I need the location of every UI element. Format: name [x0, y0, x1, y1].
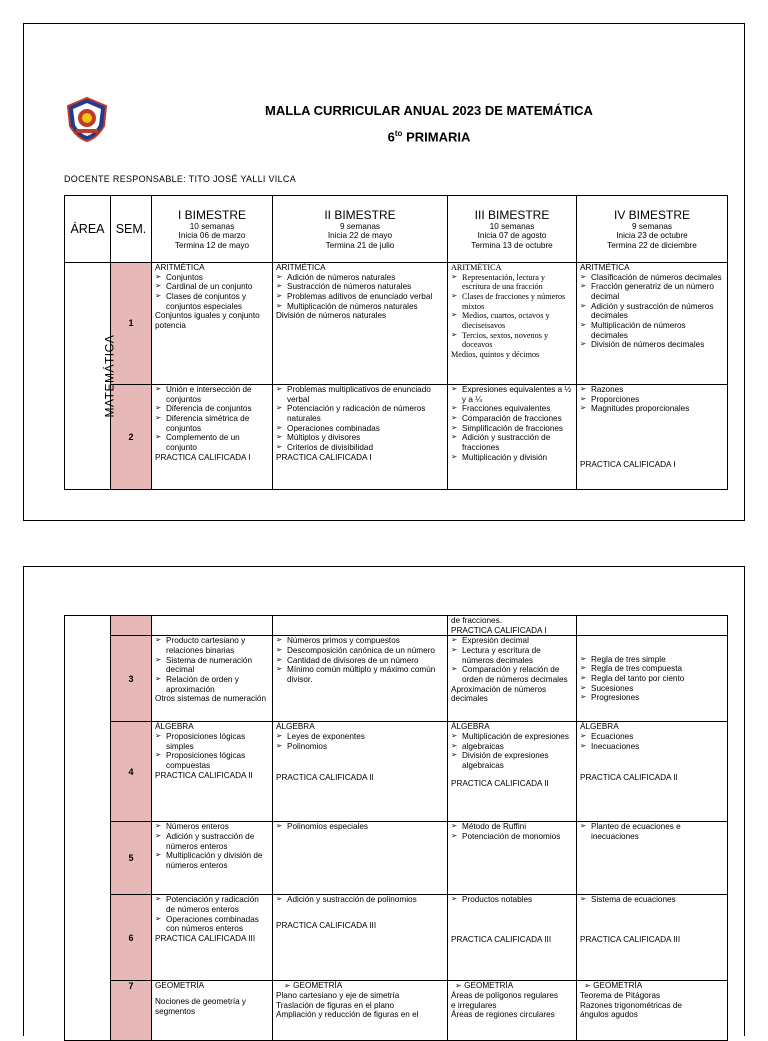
header-bimestre-1: I BIMESTRE 10 semanas Inicia 06 de marzo Termina 12 de mayo	[152, 196, 273, 263]
sem-cell: 5	[111, 822, 152, 895]
cell-r1-b4: ARITMÉTICA ➢ Clasificación de números decimales ➢ Fracción generatriz de un número decimal ➢ Adición y sustracción de números decimales ➢ Multiplicación de números decimales ➢ División de números decimales	[577, 263, 728, 385]
sem-cell: 4	[111, 722, 152, 822]
cell-r7-b2: ➢ GEOMETRÍA Plano cartesiano y eje de simetría Traslación de figuras en el plano Ampliación y reducción de figuras en el	[273, 981, 448, 1041]
cell-r2b-b2	[273, 616, 448, 636]
curriculum-table-page1	[64, 195, 728, 490]
header-area: ÁREA	[65, 196, 111, 263]
cell-r4-b3: ÁLGEBRA ➢ Multiplicación de expresiones ➢ algebraicas ➢ División de expresiones algebraicas PRACTICA CALIFICADA II	[448, 722, 577, 822]
cell-r6-b4: ➢ Sistema de ecuaciones PRACTICA CALIFICADA III	[577, 895, 728, 981]
cell-r2b-b3: de fracciones. PRACTICA CALIFICADA I	[448, 616, 577, 636]
cell-r4-b4: ÁLGEBRA ➢ Ecuaciones ➢ Inecuaciones PRACTICA CALIFICADA II	[577, 722, 728, 822]
cell-r1-b2: ARITMÉTICA ➢ Adición de números naturales ➢ Sustracción de números naturales ➢ Problemas aditivos de enunciado verbal ➢ Multiplicación de números naturales División de números naturales	[273, 263, 448, 385]
cell-r2-b1: ➢ Unión e intersección de conjuntos ➢ Diferencia de conjuntos ➢ Diferencia simétrica de conjuntos ➢ Complemento de un conjunto PRACTICA CALIFICADA I	[152, 385, 273, 490]
cell-r3-b1: ➢ Producto cartesiano y relaciones binarias ➢ Sistema de numeración decimal ➢ Relación de orden y aproximación Otros sistemas de numeración	[152, 636, 273, 722]
cell-r1-b3: ARITMÉTICA ➢ Representación, lectura y escritura de una fracción ➢ Clases de fracciones y números mixtos ➢ Medios, cuartos, octavos y dieciseisavos ➢ Tercios, sextos, novenos y doceavos Medios, quintos y décimos	[448, 263, 577, 385]
cell-r6-b1: ➢ Potenciación y radicación de números enteros ➢ Operaciones combinadas con números enteros PRACTICA CALIFICADA III	[152, 895, 273, 981]
cell-r1-b1: ARITMÉTICA ➢ Conjuntos ➢ Cardinal de un conjunto ➢ Clases de conjuntos y conjuntos especiales Conjuntos iguales y conjunto potencia	[152, 263, 273, 385]
cell-r2-b3: ➢ Expresiones equivalentes a ½ y a ¼ ➢ Fracciones equivalentes ➢ Comparación de fracciones ➢ Simplificación de fracciones ➢ Adición y sustracción de fracciones ➢ Multiplicación y división	[448, 385, 577, 490]
cell-r5-b3: ➢ Método de Ruffini ➢ Potenciación de monomios	[448, 822, 577, 895]
cell-r2b-b1	[152, 616, 273, 636]
document-page-2	[23, 566, 745, 1036]
header-bimestre-4: IV BIMESTRE 9 semanas Inicia 23 de octubre Termina 22 de diciembre	[577, 196, 728, 263]
area-cell: MATEMÁTICA	[65, 263, 111, 490]
cell-r6-b3: ➢ Productos notables PRACTICA CALIFICADA III	[448, 895, 577, 981]
cell-r3-b3: ➢ Expresión decimal ➢ Lectura y escritura de números decimales ➢ Comparación y relación de orden de números decimales Aproximación de números decimales	[448, 636, 577, 722]
cell-r5-b1: ➢ Números enteros ➢ Adición y sustracción de números enteros ➢ Multiplicación y división de números enteros	[152, 822, 273, 895]
sem-cell	[111, 616, 152, 636]
header-bimestre-2: II BIMESTRE 9 semanas Inicia 22 de mayo Termina 21 de julio	[273, 196, 448, 263]
sem-cell: 1	[111, 263, 152, 385]
cell-r6-b2: ➢ Adición y sustracción de polinomios PRACTICA CALIFICADA III	[273, 895, 448, 981]
cell-r7-b1: GEOMETRÍA Nociones de geometría y segmentos	[152, 981, 273, 1041]
header-bimestre-3: III BIMESTRE 10 semanas Inicia 07 de agosto Termina 13 de octubre	[448, 196, 577, 263]
header-sem: SEM.	[111, 196, 152, 263]
cell-r2-b2: ➢ Problemas multiplicativos de enunciado verbal ➢ Potenciación y radicación de números naturales ➢ Operaciones combinadas ➢ Múltiplos y divisores ➢ Criterios de divisibilidad PRACTICA CALIFICADA I	[273, 385, 448, 490]
school-crest-logo	[64, 96, 110, 142]
curriculum-table-page2	[64, 615, 728, 1041]
cell-r5-b2: ➢ Polinomios especiales	[273, 822, 448, 895]
document-page-1	[23, 23, 745, 521]
cell-r2b-b4	[577, 616, 728, 636]
cell-r3-b2: ➢ Números primos y compuestos ➢ Descomposición canónica de un número ➢ Cantidad de divisores de un número ➢ Mínimo común múltiplo y máximo común divisor.	[273, 636, 448, 722]
sem-cell: 2	[111, 385, 152, 490]
grade-title: $6^{to}$ PRIMARIA	[387, 129, 471, 145]
cell-r4-b1: ÁLGEBRA ➢ Proposiciones lógicas simples ➢ Proposiciones lógicas compuestas PRACTICA CALIFICADA II	[152, 722, 273, 822]
cell-r4-b2: ÁLGEBRA ➢ Leyes de exponentes ➢ Polinomios PRACTICA CALIFICADA II	[273, 722, 448, 822]
docente-responsable: DOCENTE RESPONSABLE: TITO JOSÉ YALLI VILCA	[64, 174, 297, 184]
area-cell-continued	[65, 616, 111, 1041]
sem-cell: 7	[111, 981, 152, 1041]
cell-r3-b4: ➢ Regla de tres simple ➢ Regla de tres compuesta ➢ Regla del tanto por ciento ➢ Sucesiones ➢ Progresiones	[577, 636, 728, 722]
sem-cell: 6	[111, 895, 152, 981]
cell-r7-b3: ➢ GEOMETRÍA Áreas de polígonos regulares e irregulares Áreas de regiones circulares	[448, 981, 577, 1041]
cell-r7-b4: ➢ GEOMETRÍA Teorema de Pitágoras Razones trigonométricas de ángulos agudos	[577, 981, 728, 1041]
sem-cell: 3	[111, 636, 152, 722]
cell-r5-b4: ➢ Planteo de ecuaciones e inecuaciones	[577, 822, 728, 895]
cell-r2-b4: ➢ Razones ➢ Proporciones ➢ Magnitudes proporcionales PRACTICA CALIFICADA I	[577, 385, 728, 490]
document-title: MALLA CURRICULAR ANUAL 2023 DE MATEMÁTICA	[265, 103, 593, 118]
